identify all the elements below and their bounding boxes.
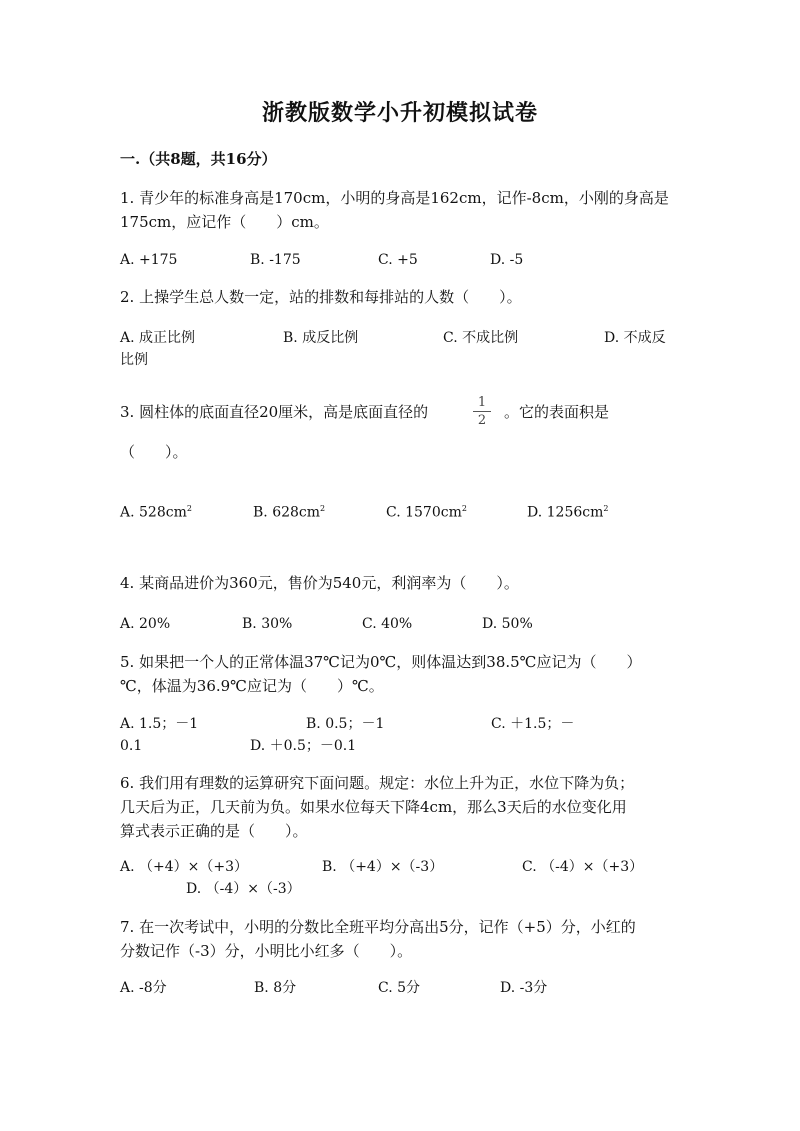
question-2-option-a: A. 成正比例 — [120, 330, 196, 346]
question-6-line-1: 6. 我们用有理数的运算研究下面问题。规定：水位上升为正，水位下降为负； — [120, 774, 635, 792]
question-7-line-2: 分数记作（-3）分，小明比小红多（ ）。 — [120, 942, 413, 960]
question-4-option-a: A. 20% — [120, 616, 171, 632]
question-2-option-d-wrap: 比例 — [120, 352, 148, 368]
question-1-option-d: D. -5 — [490, 252, 524, 268]
question-7-option-c: C. 5分 — [378, 980, 421, 996]
question-1-option-c: C. +5 — [378, 252, 418, 268]
question-3-line-1b: 。它的表面积是 — [504, 403, 610, 421]
question-6-line-2: 几天后为正，几天前为负。如果水位每天下降4cm，那么3天后的水位变化用 — [120, 798, 627, 816]
page-title: 浙教版数学小升初模拟试卷 — [261, 100, 538, 126]
question-2-line-1: 2. 上操学生总人数一定，站的排数和每排站的人数（ ）。 — [120, 288, 522, 306]
question-2-option-b: B. 成反比例 — [283, 330, 359, 346]
question-2-option-c: C. 不成比例 — [443, 330, 519, 346]
question-5-option-a: A. 1.5；－1 — [120, 716, 199, 732]
question-7-line-1: 7. 在一次考试中，小明的分数比全班平均分高出5分，记作（+5）分，小红的 — [120, 918, 636, 936]
question-7-option-b: B. 8分 — [254, 980, 297, 996]
question-1-option-a: A. +175 — [120, 252, 178, 268]
question-5-line-1: 5. 如果把一个人的正常体温37℃记为0℃，则体温达到38.5℃应记为（ ） — [120, 653, 642, 671]
fraction-denominator: 2 — [477, 413, 487, 428]
question-5-line-2: ℃，体温为36.9℃应记为（ ）℃。 — [120, 677, 384, 695]
question-5-option-b: B. 0.5；－1 — [306, 716, 385, 732]
question-7-option-d: D. -3分 — [500, 980, 548, 996]
fraction-numerator: 1 — [477, 395, 487, 410]
question-3-option-d: D. $1256cm^2$ — [527, 504, 609, 521]
question-1-line-1: 1. 青少年的标准身高是170cm，小明的身高是162cm，记作-8cm，小刚的身高是 — [120, 189, 669, 207]
question-1-line-2: 175cm，应记作（ ）cm。 — [120, 213, 329, 231]
question-3-option-a: A. $528cm^2$ — [120, 504, 192, 521]
question-3-option-c: C. $1570cm^2$ — [386, 504, 467, 521]
fraction-one-half — [472, 396, 492, 427]
question-4-line-1: 4. 某商品进价为360元，售价为540元，利润率为（ ）。 — [120, 574, 519, 592]
question-4-option-d: D. 50% — [482, 616, 533, 632]
question-5-option-c-wrap: 0.1 — [120, 738, 143, 754]
question-5-option-c: C. ＋1.5；－ — [491, 716, 575, 732]
question-2-option-d: D. 不成反 — [604, 330, 666, 346]
question-3-line-1a: 3. 圆柱体的底面直径20厘米，高是底面直径的 — [120, 403, 429, 421]
question-6-line-3: 算式表示正确的是（ ）。 — [120, 822, 308, 840]
question-6-option-d: D. （-4）×（-3） — [186, 881, 301, 897]
question-7-option-a: A. -8分 — [120, 980, 167, 996]
question-6-option-b: B. （+4）×（-3） — [322, 859, 444, 875]
question-1-option-b: B. -175 — [250, 252, 301, 268]
question-4-option-b: B. 30% — [242, 616, 293, 632]
fraction-bar — [473, 411, 491, 412]
section-heading: 一.（共8题，共16分） — [120, 150, 277, 168]
question-3-option-b: B. $628cm^2$ — [253, 504, 326, 521]
question-6-option-a: A. （+4）×（+3） — [120, 859, 249, 875]
question-3-line-2: （ ）。 — [120, 443, 188, 461]
question-6-option-c: C. （-4）×（+3） — [522, 859, 644, 875]
question-5-option-d: D. ＋0.5；－0.1 — [250, 738, 357, 754]
question-4-option-c: C. 40% — [362, 616, 413, 632]
